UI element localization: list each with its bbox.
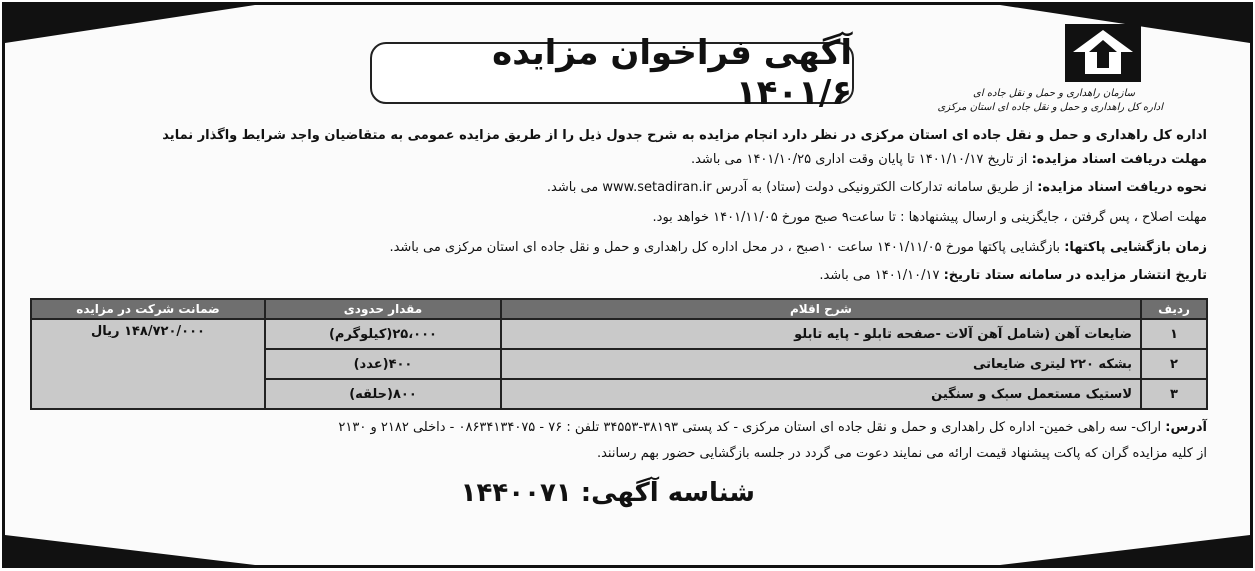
row-number: ۱ bbox=[1141, 319, 1207, 349]
header-quantity: مقدار حدودی bbox=[265, 299, 501, 319]
opening-label: زمان بازگشایی پاکتها: bbox=[1064, 240, 1207, 255]
table-row bbox=[31, 319, 1207, 349]
row-number: ۲ bbox=[1141, 349, 1207, 379]
address-label: آدرس: bbox=[1165, 420, 1207, 435]
organization-logo-icon bbox=[1063, 22, 1143, 84]
page-title: آگهی فراخوان مزایده ۱۴۰۱/۶ bbox=[370, 42, 854, 104]
item-quantity: ۴۰۰(عدد) bbox=[265, 349, 501, 379]
header-row-number: ردیف bbox=[1141, 299, 1207, 319]
corner-decoration-bottom-left bbox=[5, 535, 255, 565]
org-name-line: سازمان راهداری و حمل و نقل جاده ای bbox=[973, 88, 1135, 99]
org-subname-line: اداره کل راهداری و حمل و نقل جاده ای استان مرکزی bbox=[937, 102, 1163, 113]
proposal-deadline-text: مهلت اصلاح ، پس گرفتن ، جایگزینی و ارسال پیشنهادها : تا ساعت۹ صبح مورخ ۱۴۰۱/۱۱/۰۵ خواهد بود. bbox=[652, 210, 1207, 225]
doc-method-text: از طریق سامانه تدارکات الکترونیکی دولت (ستاد) به آدرس www.setadiran.ir می باشد. bbox=[546, 180, 1034, 195]
address-text: اراک- سه راهی خمین- اداره کل راهداری و حمل و نقل جاده ای استان مرکزی - کد پستی ۳۸۱۹۳-۳۴۵۵۳ تلفن : ۷۶ - ۰۸۶۳۴۱۳۴۰۷۵ - داخلی ۲۱۸۲ و ۲۱۳۰ bbox=[338, 420, 1162, 435]
publish-paragraph bbox=[819, 268, 1207, 284]
doc-method-paragraph bbox=[547, 180, 1207, 196]
opening-paragraph bbox=[389, 240, 1207, 256]
corner-decoration-bottom-right bbox=[1000, 535, 1250, 565]
doc-deadline-paragraph bbox=[691, 152, 1207, 168]
item-description: بشکه ۲۲۰ لیتری ضایعاتی bbox=[501, 349, 1141, 379]
doc-method-label: نحوه دریافت اسناد مزایده: bbox=[1037, 180, 1207, 195]
row-number: ۳ bbox=[1141, 379, 1207, 409]
header-guarantee: ضمانت شرکت در مزایده bbox=[31, 299, 265, 319]
corner-decoration-top-left bbox=[5, 5, 255, 43]
item-quantity: ۲۵،۰۰۰(کیلوگرم) bbox=[265, 319, 501, 349]
opening-text: بازگشایی پاکتها مورخ ۱۴۰۱/۱۱/۰۵ ساعت ۱۰صبح ، در محل اداره کل راهداری و حمل و نقل جاده ای استان مرکزی می باشد. bbox=[389, 240, 1061, 255]
table-header-row bbox=[31, 299, 1207, 319]
items-table bbox=[30, 298, 1208, 410]
doc-deadline-text: از تاریخ ۱۴۰۱/۱۰/۱۷ تا پایان وقت اداری ۱۴۰۱/۱۰/۲۵ می باشد. bbox=[690, 152, 1028, 167]
address-paragraph bbox=[338, 420, 1207, 436]
publish-text: ۱۴۰۱/۱۰/۱۷ می باشد. bbox=[819, 268, 940, 283]
guarantee-amount: ۱۴۸/۷۲۰/۰۰۰ ریال bbox=[31, 319, 265, 409]
header-description: شرح اقلام bbox=[501, 299, 1141, 319]
publish-label: تاریخ انتشار مزایده در سامانه ستاد تاریخ: bbox=[943, 268, 1207, 283]
intro-text: اداره کل راهداری و حمل و نقل جاده ای استان مرکزی در نظر دارد انجام مزایده به شرح جدول ذیل را از طریق مزایده عمومی به متقاضیان واجد شرایط واگذار نماید bbox=[162, 128, 1207, 143]
invitation-text: از کلیه مزایده گران که پاکت پیشنهاد قیمت ارائه می نمایند دعوت می گردد در جلسه بازگشایی حضور بهم رسانند. bbox=[596, 446, 1207, 461]
item-quantity: ۸۰۰(حلقه) bbox=[265, 379, 501, 409]
item-description: ضایعات آهن (شامل آهن آلات -صفحه تابلو - پایه تابلو bbox=[501, 319, 1141, 349]
ad-code: شناسه آگهی: ۱۴۴۰۰۷۱ bbox=[460, 478, 755, 508]
doc-deadline-label: مهلت دریافت اسناد مزایده: bbox=[1031, 152, 1207, 167]
item-description: لاستیک مستعمل سبک و سنگین bbox=[501, 379, 1141, 409]
